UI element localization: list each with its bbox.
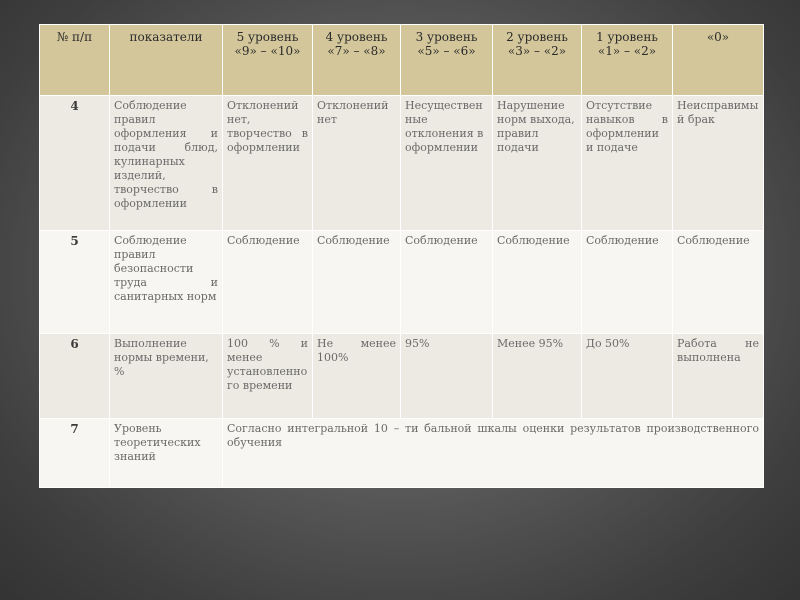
header-level-2: 2 уровень «3» – «2» [493, 25, 582, 96]
level-4-cell: Не менее 100% [313, 334, 401, 419]
level-0-cell: Неисправимый брак [673, 96, 764, 231]
header-row [40, 25, 764, 96]
level-3-cell: 95% [401, 334, 493, 419]
row-number: 6 [40, 334, 110, 419]
indicator-cell: Соблюдение правил оформления и подачи блюд, кулинарных изделий, творчество в оформлении [110, 96, 223, 231]
indicator-cell: Уровень теоретических знаний [110, 419, 223, 488]
header-level-0: «0» [673, 25, 764, 96]
table-row [40, 419, 764, 488]
merged-levels-cell: Согласно интегральной 10 – ти бальной шкалы оценки результатов производственного обучения [223, 419, 764, 488]
table-row [40, 96, 764, 231]
level-1-cell: Отсутствие навыков в оформлении и подаче [582, 96, 673, 231]
level-5-cell: Соблюдение [223, 231, 313, 334]
indicator-cell: Выполнение нормы времени, % [110, 334, 223, 419]
level-1-cell: До 50% [582, 334, 673, 419]
level-0-cell: Работа не выполнена [673, 334, 764, 419]
row-number: 5 [40, 231, 110, 334]
header-level-3: 3 уровень «5» – «6» [401, 25, 493, 96]
level-3-cell: Несущественные отклонения в оформлении [401, 96, 493, 231]
level-0-cell: Соблюдение [673, 231, 764, 334]
row-number: 4 [40, 96, 110, 231]
header-number: № п/п [40, 25, 110, 96]
level-5-cell: Отклонений нет, творчество в оформлении [223, 96, 313, 231]
level-4-cell: Отклонений нет [313, 96, 401, 231]
level-2-cell: Нарушение норм выхода, правил подачи [493, 96, 582, 231]
indicator-cell: Соблюдение правил безопасности труда и санитарных норм [110, 231, 223, 334]
header-indicators: показатели [110, 25, 223, 96]
header-level-1: 1 уровень «1» – «2» [582, 25, 673, 96]
level-4-cell: Соблюдение [313, 231, 401, 334]
criteria-table [39, 24, 764, 488]
level-1-cell: Соблюдение [582, 231, 673, 334]
table-row [40, 231, 764, 334]
row-number: 7 [40, 419, 110, 488]
level-5-cell: 100 % и менее установленного времени [223, 334, 313, 419]
header-level-4: 4 уровень «7» – «8» [313, 25, 401, 96]
table-row [40, 334, 764, 419]
level-2-cell: Менее 95% [493, 334, 582, 419]
header-level-5: 5 уровень «9» – «10» [223, 25, 313, 96]
level-3-cell: Соблюдение [401, 231, 493, 334]
level-2-cell: Соблюдение [493, 231, 582, 334]
